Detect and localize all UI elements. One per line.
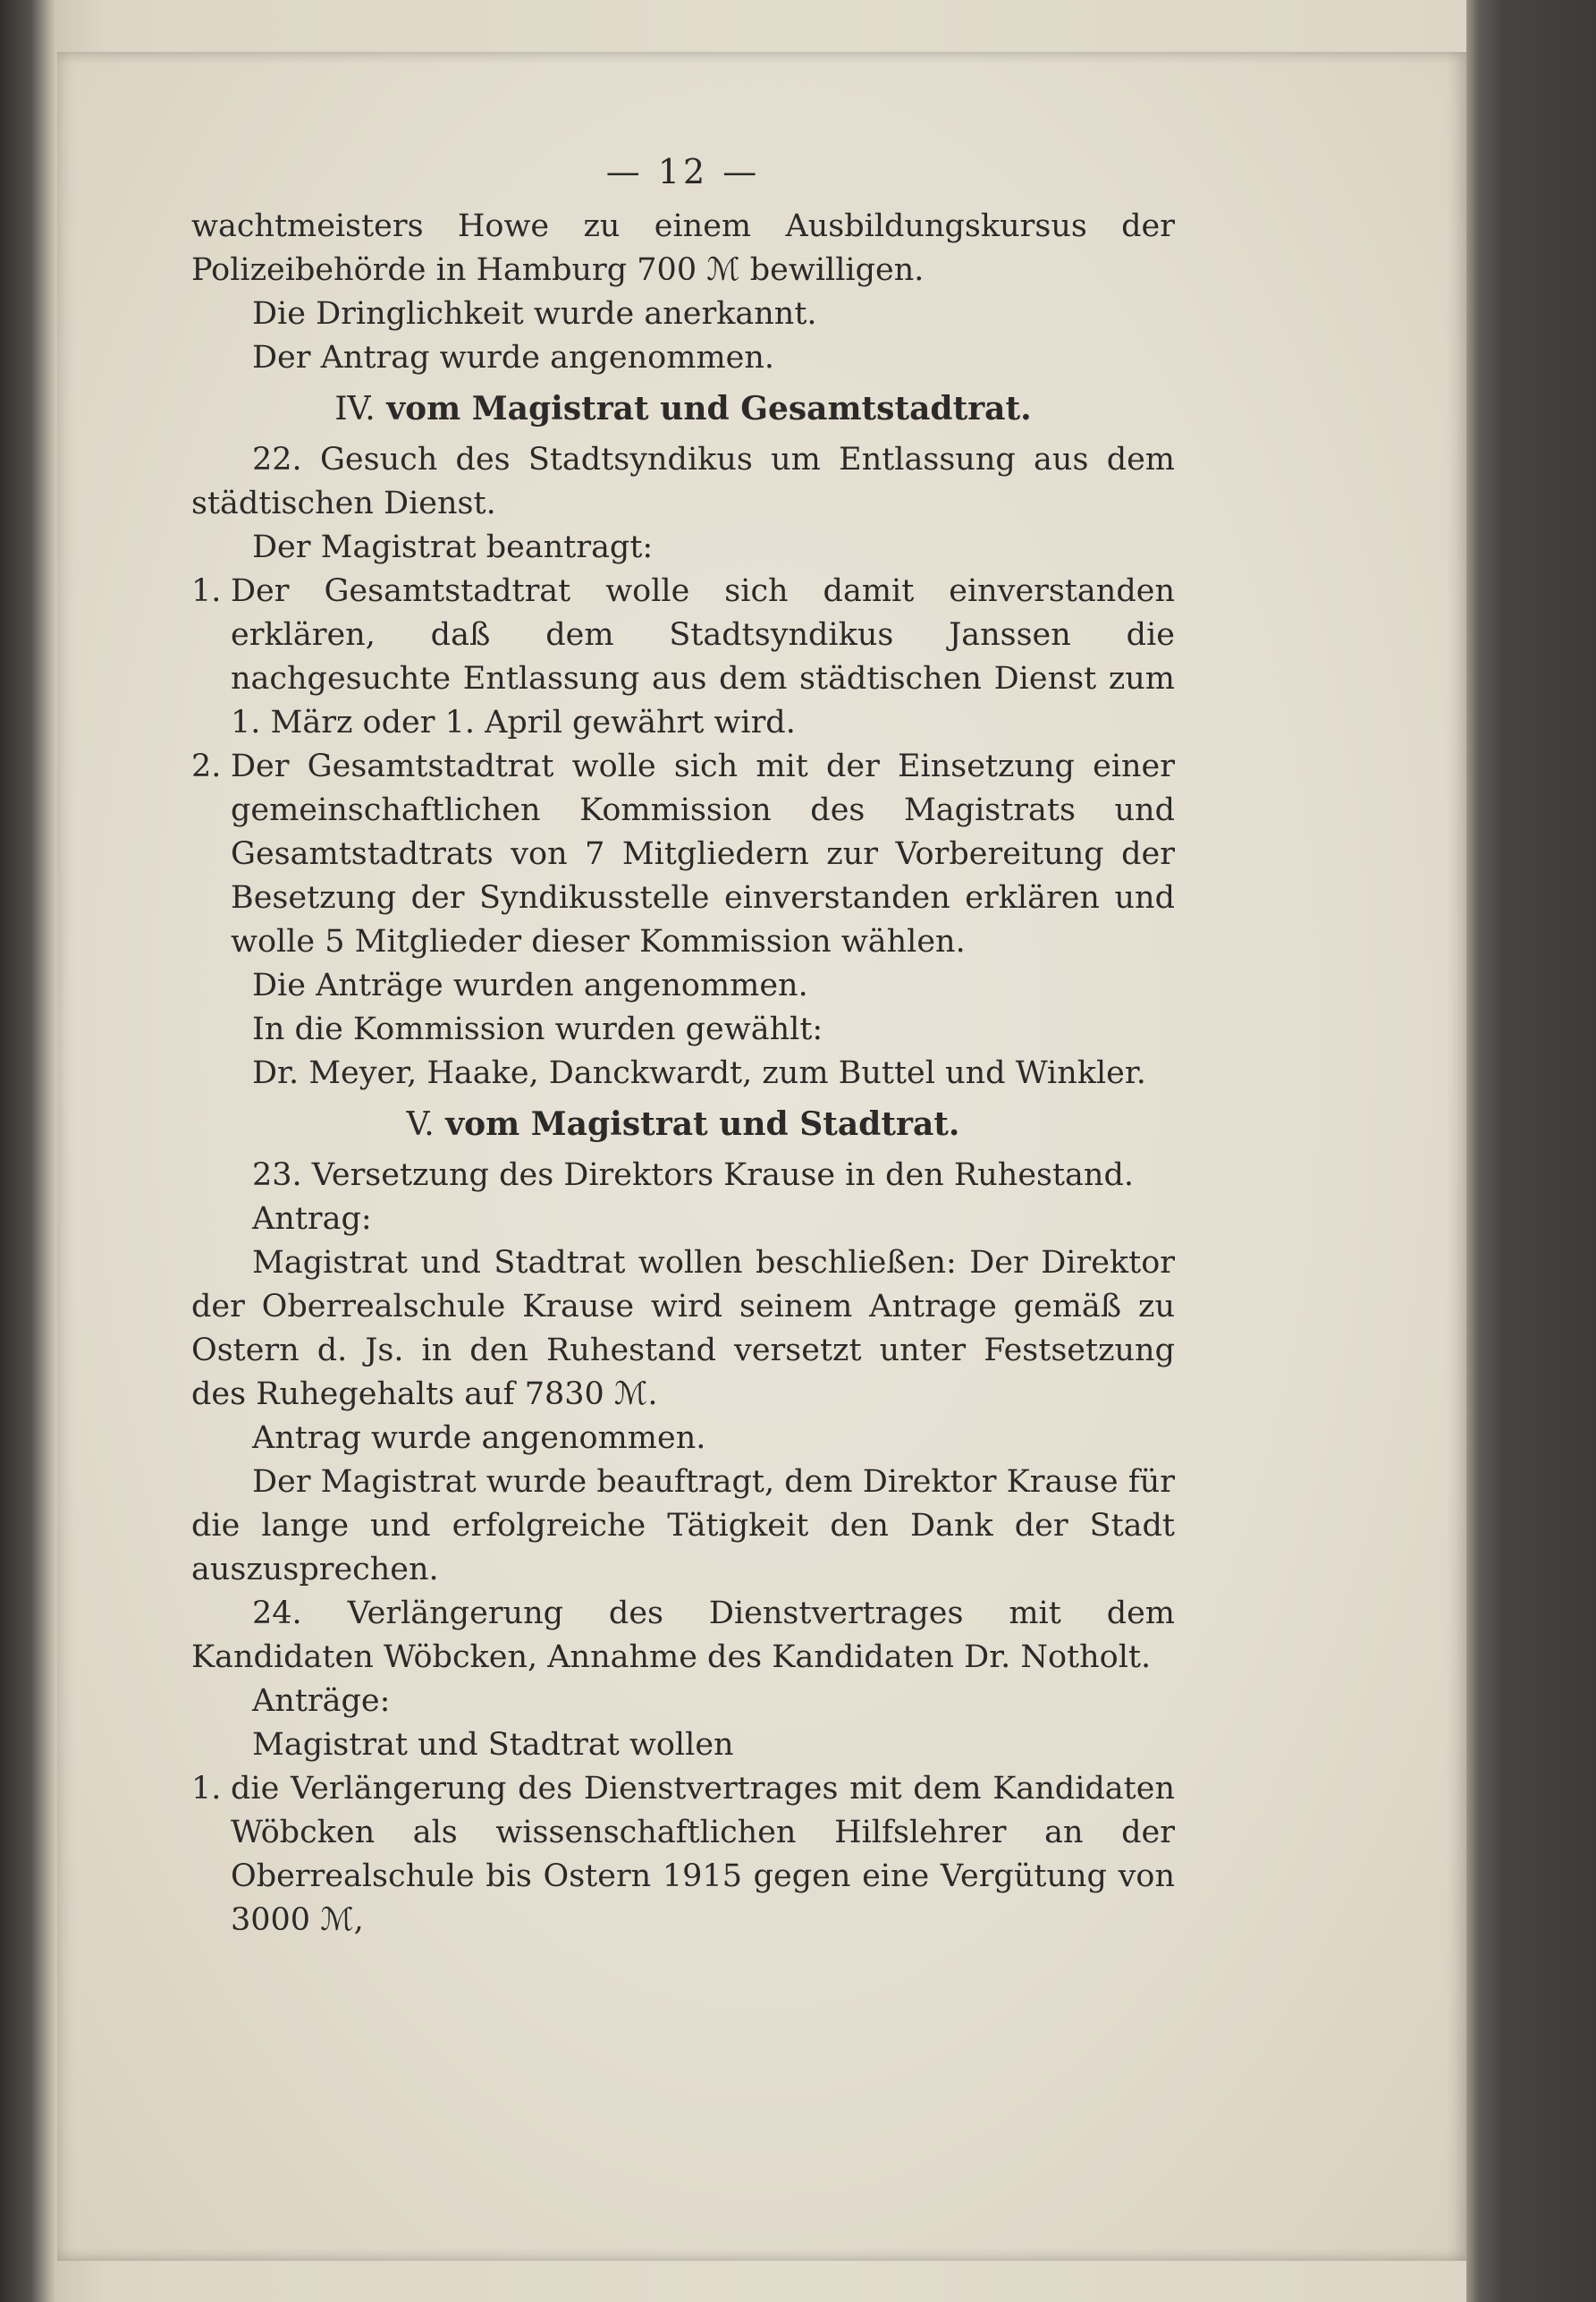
book-cover-right bbox=[1466, 0, 1596, 2302]
list-item bbox=[191, 745, 1175, 964]
page-text-block bbox=[191, 150, 1175, 1942]
item-22-proposal-intro: Der Magistrat beantragt: bbox=[252, 529, 654, 565]
list-item-text: die Verlängerung des Dienstvertrages mit dem Kandidaten Wöbcken als wissenschaftlichen Hilfslehrer an der Oberrealschule bis Ostern 1915 gegen eine Vergütung von 3000 ℳ, bbox=[231, 1771, 1175, 1938]
list-item-number: 1. bbox=[191, 1771, 222, 1807]
paragraph-proposals-accepted: Die Anträge wurden angenommen. bbox=[252, 968, 808, 1003]
list-item-number: 2. bbox=[191, 749, 222, 784]
book-binding-left bbox=[0, 0, 52, 2302]
item-23-proposal-text: Magistrat und Stadtrat wollen beschließen: Der Direktor der Oberrealschule Krause wird seinem Antrage gemäß zu Ostern d. Js. in den Ruhestand versetzt unter Festsetzung des Ruhegehalts auf 7830 ℳ. bbox=[191, 1245, 1175, 1412]
item-24-proposals-label: Anträge: bbox=[252, 1683, 391, 1719]
paragraph-urgency: Die Dringlichkeit wurde anerkannt. bbox=[252, 296, 817, 332]
section-v-numeral: V. bbox=[406, 1106, 435, 1143]
item-24-intro: Magistrat und Stadtrat wollen bbox=[252, 1727, 734, 1763]
list-item-text: Der Gesamtstadtrat wolle sich damit einverstanden erklären, daß dem Stadtsyndikus Janssen die nachgesuchte Entlassung aus dem städtischen Dienst zum 1. März oder 1. April gewährt wird. bbox=[231, 573, 1175, 741]
item-23-thanks: Der Magistrat wurde beauftragt, dem Direktor Krause für die lange und erfolgreiche Tätigkeit den Dank der Stadt auszusprechen. bbox=[191, 1464, 1175, 1587]
section-heading-v bbox=[191, 1103, 1175, 1147]
item-23-title: 23. Versetzung des Direktors Krause in den Ruhestand. bbox=[252, 1157, 1134, 1193]
item-22-title: 22. Gesuch des Stadtsyndikus um Entlassung aus dem städtischen Dienst. bbox=[191, 442, 1175, 521]
item-23-result: Antrag wurde angenommen. bbox=[252, 1420, 706, 1456]
book-page bbox=[57, 52, 1466, 2261]
list-item bbox=[191, 1767, 1175, 1942]
list-item bbox=[191, 570, 1175, 745]
page-number: — 12 — bbox=[605, 152, 761, 191]
item-23-proposal-label: Antrag: bbox=[252, 1201, 372, 1237]
section-iv-title: vom Magistrat und Gesamtstadtrat. bbox=[386, 390, 1032, 427]
list-item-text: Der Gesamtstadtrat wolle sich mit der Einsetzung einer gemeinschaftlichen Kommission des Magistrats und Gesamtstadtrats von 7 Mitgliedern zur Vorbereitung der Besetzung der Syndikusstelle einverstanden erklären und wolle 5 Mitglieder dieser Kommission wählen. bbox=[231, 749, 1175, 960]
section-iv-numeral: IV. bbox=[334, 391, 376, 427]
list-item-number: 1. bbox=[191, 573, 222, 609]
item-24-title: 24. Verlängerung des Dienstvertrages mit dem Kandidaten Wöbcken, Annahme des Kandidaten Dr. Notholt. bbox=[191, 1595, 1175, 1675]
paragraph-continuation: wachtmeisters Howe zu einem Ausbildungskursus der Polizeibehörde in Hamburg 700 ℳ bewilligen. bbox=[191, 208, 1175, 288]
paragraph-commission-names: Dr. Meyer, Haake, Danckwardt, zum Buttel und Winkler. bbox=[252, 1055, 1146, 1091]
paragraph-accepted: Der Antrag wurde angenommen. bbox=[252, 340, 775, 376]
section-heading-iv bbox=[191, 387, 1175, 431]
paragraph-commission-elected: In die Kommission wurden gewählt: bbox=[252, 1011, 823, 1047]
section-v-title: vom Magistrat und Stadtrat. bbox=[445, 1105, 960, 1143]
